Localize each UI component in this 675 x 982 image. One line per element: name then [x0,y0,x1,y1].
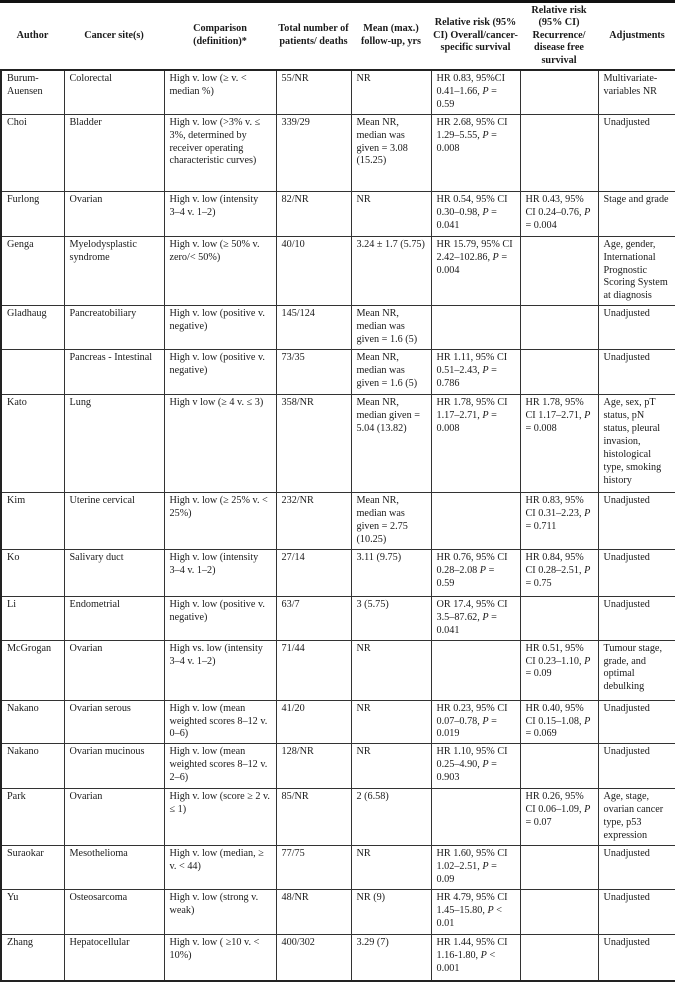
cell-rr-recurrence [520,889,598,934]
p-value-symbol: P [584,655,591,667]
cell-adjustments: Unadjusted [598,596,675,640]
p-value: = 0.75 [525,577,552,589]
cell-follow-up: 3.24 ± 1.7 (5.75) [351,236,431,306]
cell-rr-overall [431,789,520,846]
rr-recurrence-text: HR 0.26, 95% CI 0.06–1.09, [525,791,584,816]
p-value-symbol: P [584,564,591,576]
table-row [1,549,675,596]
cell-follow-up: NR [351,845,431,889]
cell-adjustments: Unadjusted [598,493,675,550]
table-row [1,845,675,889]
p-value: = 0.09 [436,860,497,885]
p-value-symbol: P [482,365,489,377]
cell-rr-overall [431,549,520,596]
cell-comparison: High v. low (positive v. negative) [164,350,276,395]
cell-rr-overall [431,350,520,395]
p-value-symbol: P [482,129,489,141]
cell-rr-overall [431,889,520,934]
table-row [1,700,675,744]
cell-adjustments: Age, sex, pT status, pN status, pleural invasion, histological type, smoking history [598,395,675,493]
cell-total-patients: 128/NR [276,744,351,789]
p-value: < 0.01 [436,904,502,929]
cell-rr-recurrence [520,493,598,550]
cell-rr-recurrence [520,934,598,981]
rr-overall-text: HR 1.78, 95% CI 1.17–2.71, [436,397,508,422]
cell-comparison: High v. low (positive v. negative) [164,596,276,640]
cell-rr-recurrence [520,640,598,700]
header-row [1,3,675,70]
p-value-symbol: P [479,564,487,576]
cell-comparison: High v. low (≥ 25% v. < 25%) [164,493,276,550]
table-row [1,395,675,493]
cell-cancer-site: Mesothelioma [64,845,164,889]
cell-author: Yu [1,889,64,934]
cell-adjustments: Unadjusted [598,845,675,889]
rr-overall-text: HR 1.60, 95% CI 1.02–2.51, [436,847,508,872]
cell-adjustments: Stage and grade [598,191,675,236]
table-row [1,114,675,191]
cell-cancer-site: Uterine cervical [64,493,164,550]
p-value: = 0.004 [436,251,508,276]
rr-overall-text: HR 1.11, 95% CI 0.51–2.43, [436,352,508,377]
cell-rr-recurrence [520,350,598,395]
cell-rr-overall [431,191,520,236]
cell-rr-recurrence [520,549,598,596]
cell-rr-overall [431,744,520,789]
cell-rr-recurrence [520,306,598,350]
rr-overall-text: HR 2.68, 95% CI 1.29–5.55, [436,116,508,141]
table-row [1,889,675,934]
cell-total-patients: 358/NR [276,395,351,493]
cell-total-patients: 63/7 [276,596,351,640]
p-value-symbol: P [584,508,591,520]
cell-adjustments: Age, gender, International Prognostic Scoring System at diagnosis [598,236,675,306]
cell-follow-up: NR [351,640,431,700]
cell-author: Choi [1,114,64,191]
cell-rr-overall [431,114,520,191]
cell-comparison: High v. low (score ≥ 2 v. ≤ 1) [164,789,276,846]
rr-overall-text: HR 0.83, 95%CI 0.41–1.66, [436,73,505,97]
cell-total-patients: 55/NR [276,70,351,114]
table-row [1,789,675,846]
cell-comparison: High v. low (≥ v. < median %) [164,70,276,114]
results-table [0,3,675,982]
cell-rr-overall [431,596,520,640]
cell-comparison: High v. low (strong v. weak) [164,889,276,934]
cell-rr-overall [431,236,520,306]
cell-cancer-site: Bladder [64,114,164,191]
cell-author: Gladhaug [1,306,64,350]
p-value: = 0.008 [525,423,557,435]
p-value-symbol: P [482,410,489,422]
header-cancer-site: Cancer site(s) [84,29,144,41]
cell-comparison: High v. low (median, ≥ v. < 44) [164,845,276,889]
cell-rr-overall [431,306,520,350]
p-value: = 0.07 [525,817,552,829]
p-value: = 0.59 [436,85,497,110]
cell-author: Furlong [1,191,64,236]
cell-follow-up: Mean NR, median was given = 3.08 (15.25) [351,114,431,191]
rr-overall-text: HR 15.79, 95% CI 2.42–102.86, [436,238,513,263]
cell-comparison: High v. low (mean weighted scores 8–12 v. 0–6) [164,700,276,744]
p-value-symbol: P [487,904,494,916]
cell-cancer-site: Colorectal [64,70,164,114]
cell-total-patients: 27/14 [276,549,351,596]
cell-adjustments: Age, stage, ovarian cancer type, p53 expression [598,789,675,846]
cell-author: Park [1,789,64,846]
table-row [1,350,675,395]
table-row [1,191,675,236]
cell-rr-recurrence [520,845,598,889]
cell-adjustments: Unadjusted [598,744,675,789]
cell-total-patients: 232/NR [276,493,351,550]
cell-follow-up: 2 (6.58) [351,789,431,846]
p-value: = 0.019 [436,715,497,740]
p-value: = 0.786 [436,365,497,390]
cell-adjustments: Tumour stage, grade, and optimal debulking [598,640,675,700]
cell-rr-recurrence [520,596,598,640]
rr-overall-text: HR 1.10, 95% CI 0.25–4.90, [436,746,508,771]
cell-adjustments: Unadjusted [598,934,675,981]
p-value: = 0.008 [436,129,497,154]
cell-total-patients: 82/NR [276,191,351,236]
cell-cancer-site: Ovarian [64,640,164,700]
cell-follow-up: Mean NR, median was given = 2.75 (10.25) [351,493,431,550]
cell-adjustments: Unadjusted [598,306,675,350]
table-row [1,493,675,550]
p-value: = 0.041 [436,206,497,231]
cell-rr-overall [431,700,520,744]
cell-author: Li [1,596,64,640]
rr-overall-text: HR 0.76, 95% CI 0.28–2.08 [436,551,508,576]
cell-rr-overall [431,395,520,493]
cell-author: Nakano [1,744,64,789]
rr-recurrence-text: HR 0.40, 95% CI 0.15–1.08, [525,702,584,727]
cell-rr-recurrence [520,744,598,789]
cell-total-patients: 145/124 [276,306,351,350]
cell-adjustments: Multivariate-variables NR [598,70,675,114]
header-rr-overall: Relative risk (95% CI) Overall/cancer-specific survival [433,17,518,54]
p-value-symbol: P [584,715,591,727]
table-row [1,70,675,114]
p-value-symbol: P [482,611,489,623]
cell-rr-recurrence [520,395,598,493]
cell-follow-up: Mean NR, median was given = 1.6 (5) [351,350,431,395]
cell-total-patients: 41/20 [276,700,351,744]
cell-author [1,350,64,395]
cell-follow-up: NR [351,744,431,789]
cell-comparison: High v. low (>3% v. ≤ 3%, determined by receiver operating characteristic curves) [164,114,276,191]
cell-author: Burum-Auensen [1,70,64,114]
cell-adjustments: Unadjusted [598,549,675,596]
header-author: Author [16,29,49,41]
p-value: < 0.001 [436,949,496,974]
cell-comparison: High v. low (intensity 3–4 v. 1–2) [164,549,276,596]
cell-cancer-site: Ovarian serous [64,700,164,744]
rr-overall-text: HR 4.79, 95% CI 1.45–15.80, [436,891,508,916]
cell-rr-overall [431,640,520,700]
cell-cancer-site: Pancreas - Intestinal [64,350,164,395]
p-value-symbol: P [482,860,489,872]
table-row [1,596,675,640]
cell-cancer-site: Lung [64,395,164,493]
p-value: = 0.59 [436,564,495,589]
p-value: = 0.008 [436,410,497,435]
p-value-symbol: P [482,715,489,727]
rr-recurrence-text: HR 0.51, 95% CI 0.23–1.10, [525,642,584,667]
table-row [1,744,675,789]
table-row [1,640,675,700]
header-total-patients: Total number of patients/ deaths [278,23,349,47]
cell-adjustments: Unadjusted [598,350,675,395]
cell-total-patients: 77/75 [276,845,351,889]
cell-comparison: High v. low ( ≥10 v. < 10%) [164,934,276,981]
p-value-symbol: P [480,949,487,961]
p-value-symbol: P [584,206,591,218]
cell-cancer-site: Osteosarcoma [64,889,164,934]
cell-total-patients: 71/44 [276,640,351,700]
cell-adjustments: Unadjusted [598,114,675,191]
cell-follow-up: NR (9) [351,889,431,934]
cell-author: Kato [1,395,64,493]
cell-cancer-site: Ovarian [64,789,164,846]
cell-follow-up: NR [351,70,431,114]
rr-overall-text: HR 0.54, 95% CI 0.30–0.98, [436,193,508,218]
rr-overall-text: HR 0.23, 95% CI 0.07–0.78, [436,702,508,727]
p-value: = 0.041 [436,611,497,636]
p-value-symbol: P [584,804,591,816]
rr-recurrence-text: HR 0.84, 95% CI 0.28–2.51, [525,551,584,576]
p-value-symbol: P [482,759,489,771]
cell-follow-up: NR [351,191,431,236]
p-value: = 0.903 [436,759,497,784]
header-comparison: Comparison (definition)* [193,23,247,47]
cell-author: Genga [1,236,64,306]
cell-rr-overall [431,845,520,889]
p-value-symbol: P [492,251,499,263]
rr-overall-text: HR 1.44, 95% CI 1.16-1.80, [436,936,508,961]
cell-comparison: High v. low (intensity 3–4 v. 1–2) [164,191,276,236]
cell-cancer-site: Ovarian mucinous [64,744,164,789]
header-follow-up: Mean (max.) follow-up, yrs [361,23,421,47]
cell-rr-overall [431,70,520,114]
cell-cancer-site: Hepatocellular [64,934,164,981]
cell-follow-up: 3.29 (7) [351,934,431,981]
cell-comparison: High v low (≥ 4 v. ≤ 3) [164,395,276,493]
cell-rr-recurrence [520,114,598,191]
header-adjustments: Adjustments [609,29,665,41]
cell-rr-recurrence [520,191,598,236]
cell-cancer-site: Myelodysplastic syndrome [64,236,164,306]
cell-total-patients: 40/10 [276,236,351,306]
cell-cancer-site: Ovarian [64,191,164,236]
cell-total-patients: 48/NR [276,889,351,934]
table-row [1,236,675,306]
rr-recurrence-text: HR 0.43, 95% CI 0.24–0.76, [525,193,584,218]
cell-follow-up: 3.11 (9.75) [351,549,431,596]
cell-cancer-site: Endometrial [64,596,164,640]
cell-rr-recurrence [520,70,598,114]
cell-rr-overall [431,934,520,981]
table-body [1,70,675,981]
cell-rr-recurrence [520,236,598,306]
cell-rr-recurrence [520,789,598,846]
cell-follow-up: Mean NR, median was given = 1.6 (5) [351,306,431,350]
cell-comparison: High v. low (mean weighted scores 8–12 v. 2–6) [164,744,276,789]
p-value-symbol: P [584,410,591,422]
cell-author: Suraokar [1,845,64,889]
cell-follow-up: Mean NR, median given = 5.04 (13.82) [351,395,431,493]
p-value-symbol: P [482,85,489,97]
cell-total-patients: 73/35 [276,350,351,395]
cell-total-patients: 85/NR [276,789,351,846]
cell-total-patients: 400/302 [276,934,351,981]
table-row [1,306,675,350]
p-value: = 0.004 [525,219,557,231]
cell-cancer-site: Pancreatobiliary [64,306,164,350]
cell-author: McGrogan [1,640,64,700]
cell-author: Kim [1,493,64,550]
p-value-symbol: P [482,206,489,218]
cell-comparison: High v. low (positive v. negative) [164,306,276,350]
header-rr-recurrence: Relative risk (95% CI) Recurrence/ disease free survival [531,4,587,66]
cell-author: Ko [1,549,64,596]
cell-adjustments: Unadjusted [598,700,675,744]
cell-cancer-site: Salivary duct [64,549,164,596]
rr-recurrence-text: HR 1.78, 95% CI 1.17–2.71, [525,397,584,422]
rr-recurrence-text: HR 0.83, 95% CI 0.31–2.23, [525,495,584,520]
cell-rr-overall [431,493,520,550]
cell-comparison: High vs. low (intensity 3–4 v. 1–2) [164,640,276,700]
p-value: = 0.09 [525,668,552,680]
rr-overall-text: OR 17.4, 95% CI 3.5–87.62, [436,598,508,623]
p-value: = 0.069 [525,728,557,740]
cell-follow-up: NR [351,700,431,744]
table-row [1,934,675,981]
cell-adjustments: Unadjusted [598,889,675,934]
cell-follow-up: 3 (5.75) [351,596,431,640]
cell-rr-recurrence [520,700,598,744]
p-value: = 0.711 [525,521,557,533]
cell-comparison: High v. low (≥ 50% v. zero/< 50%) [164,236,276,306]
cell-total-patients: 339/29 [276,114,351,191]
cell-author: Zhang [1,934,64,981]
cell-author: Nakano [1,700,64,744]
